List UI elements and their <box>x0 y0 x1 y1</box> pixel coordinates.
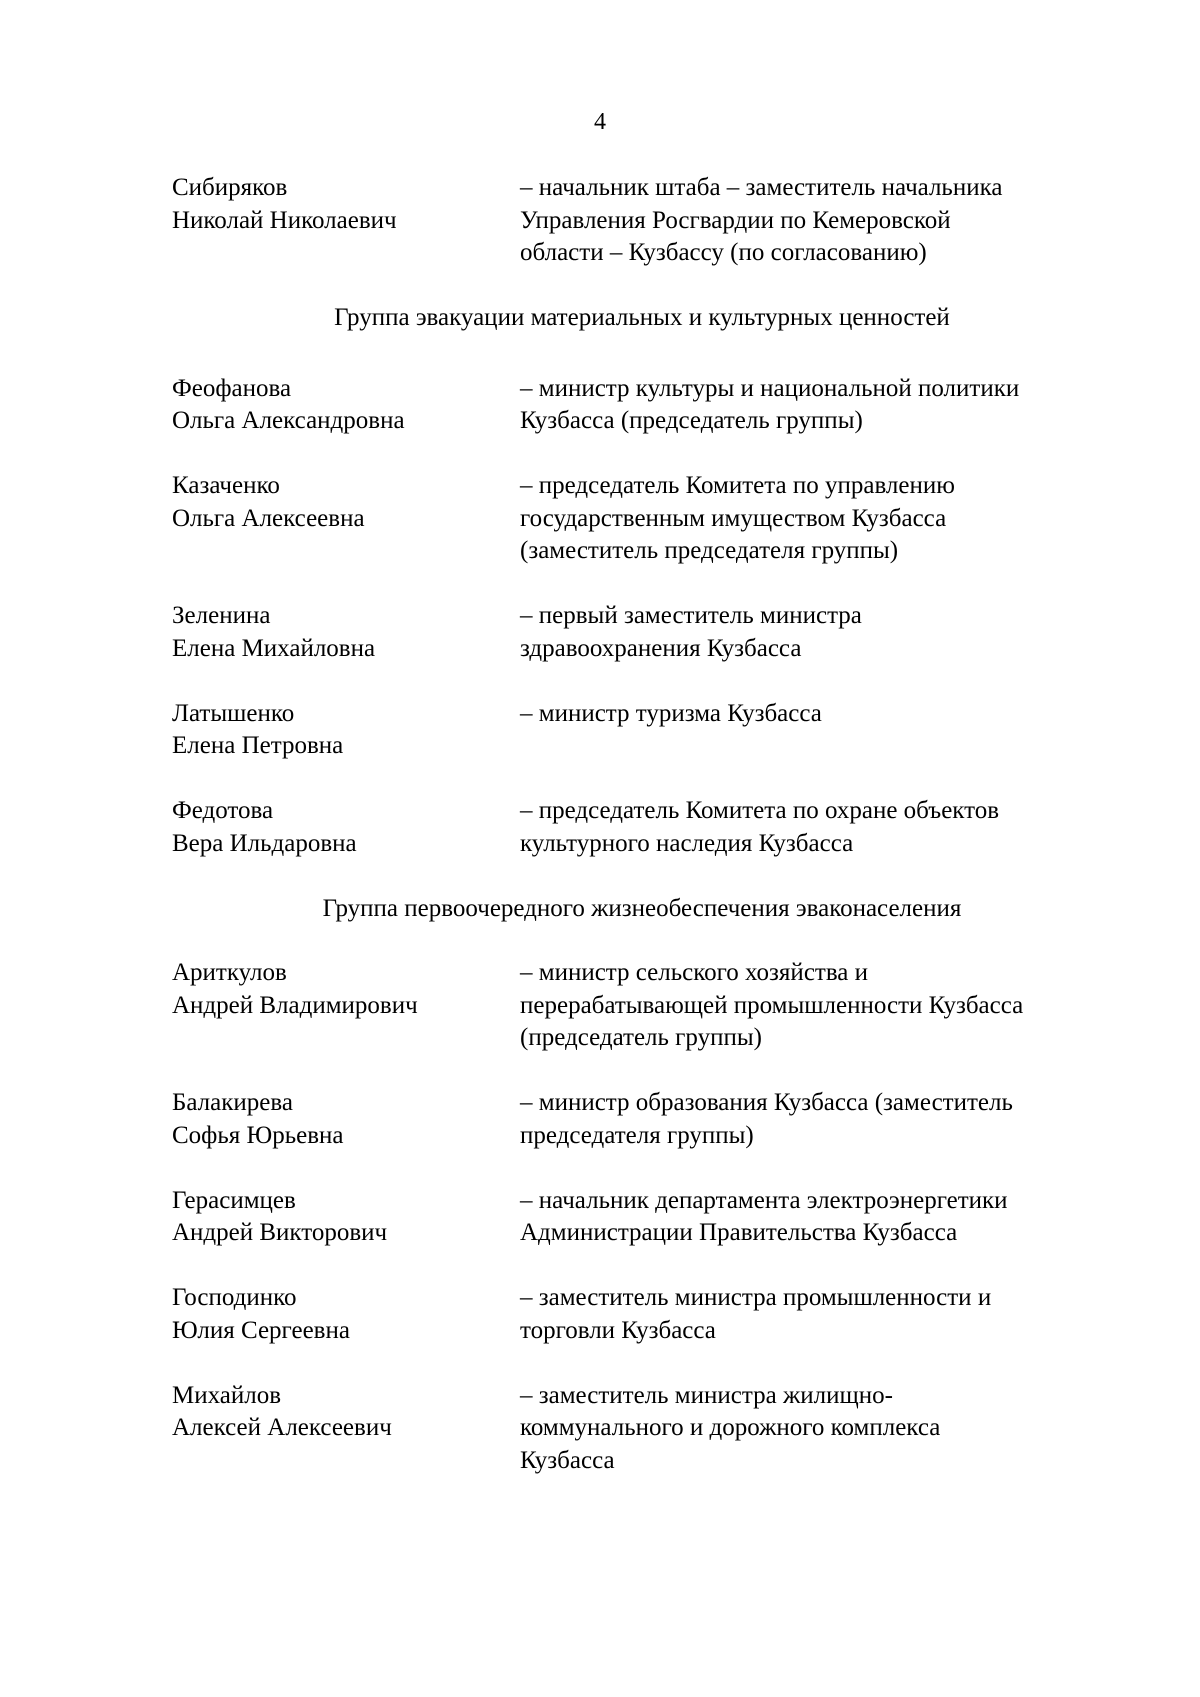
member-given-name: Елена Петровна <box>172 732 344 759</box>
member-surname: Феофанова <box>172 374 292 402</box>
member-name <box>172 795 520 860</box>
member-entry <box>172 1282 1112 1347</box>
member-role: – министр образования Кузбасса (заместитель председателя группы) <box>520 1089 1013 1149</box>
member-role: – председатель Комитета по управлению государственным имуществом Кузбасса (заместитель председателя группы) <box>520 472 955 564</box>
member-name <box>172 172 520 270</box>
member-entry <box>172 1185 1112 1250</box>
member-entry <box>172 600 1112 665</box>
page-number: 4 <box>594 109 606 135</box>
member-role: – министр культуры и национальной политики Кузбасса (председатель группы) <box>520 374 1020 434</box>
member-given-name: Ольга Алексеевна <box>172 504 365 532</box>
member-entry <box>172 698 1112 763</box>
group-heading: Группа первоочередного жизнеобеспечения эваконаселения <box>322 894 962 922</box>
member-name <box>172 600 520 665</box>
member-surname: Балакирева <box>172 1089 293 1116</box>
member-role: – министр туризма Кузбасса <box>520 699 822 727</box>
member-role: – заместитель министра жилищно- коммунального и дорожного комплекса Кузбасса <box>520 1381 941 1474</box>
member-given-name: Вера Ильдаровна <box>172 829 357 857</box>
member-name <box>172 1380 520 1478</box>
member-role: – первый заместитель министра здравоохранения Кузбасса <box>520 602 862 662</box>
member-role: – начальник департамента электроэнергетики Администрации Правительства Кузбасса <box>520 1186 1008 1246</box>
member-given-name: Юлия Сергеевна <box>172 1316 350 1344</box>
member-name <box>172 373 520 438</box>
member-given-name: Андрей Владимирович <box>172 991 418 1019</box>
member-name <box>172 698 520 763</box>
member-entry <box>172 373 1112 438</box>
member-surname: Федотова <box>172 797 274 824</box>
member-given-name: Алексей Алексеевич <box>172 1414 392 1441</box>
member-given-name: Ольга Александровна <box>172 407 405 434</box>
member-entry <box>172 1380 1112 1478</box>
member-entry <box>172 795 1112 860</box>
member-surname: Господинко <box>172 1284 297 1311</box>
member-surname: Герасимцев <box>172 1186 296 1214</box>
member-surname: Казаченко <box>172 472 280 499</box>
member-entry <box>172 470 1112 568</box>
group-heading: Группа эвакуации материальных и культурных ценностей <box>334 304 950 331</box>
document-body <box>172 172 1112 1510</box>
member-surname: Зеленина <box>172 602 271 629</box>
member-entry <box>172 172 1112 270</box>
member-entry <box>172 957 1112 1055</box>
member-entry <box>172 1087 1112 1152</box>
member-role: – заместитель министра промышленности и торговли Кузбасса <box>520 1284 992 1344</box>
member-name <box>172 957 520 1055</box>
member-given-name: Андрей Викторович <box>172 1219 388 1246</box>
member-given-name: Софья Юрьевна <box>172 1121 344 1149</box>
member-name <box>172 1185 520 1250</box>
member-role: – начальник штаба – заместитель начальника Управления Росгвардии по Кемеровской области – Кузбассу (по согласованию) <box>520 174 1003 266</box>
member-surname: Латышенко <box>172 699 295 727</box>
member-role: – министр сельского хозяйства и перерабатывающей промышленности Кузбасса (председатель группы) <box>520 959 1024 1051</box>
member-role: – председатель Комитета по охране объектов культурного наследия Кузбасса <box>520 797 1000 857</box>
member-surname: Михайлов <box>172 1381 282 1409</box>
member-surname: Сибиряков <box>172 174 288 201</box>
member-name <box>172 1087 520 1152</box>
member-name <box>172 1282 520 1347</box>
member-name <box>172 470 520 568</box>
member-surname: Ариткулов <box>172 959 287 986</box>
member-given-name: Елена Михайловна <box>172 634 376 662</box>
member-given-name: Николай Николаевич <box>172 206 397 234</box>
